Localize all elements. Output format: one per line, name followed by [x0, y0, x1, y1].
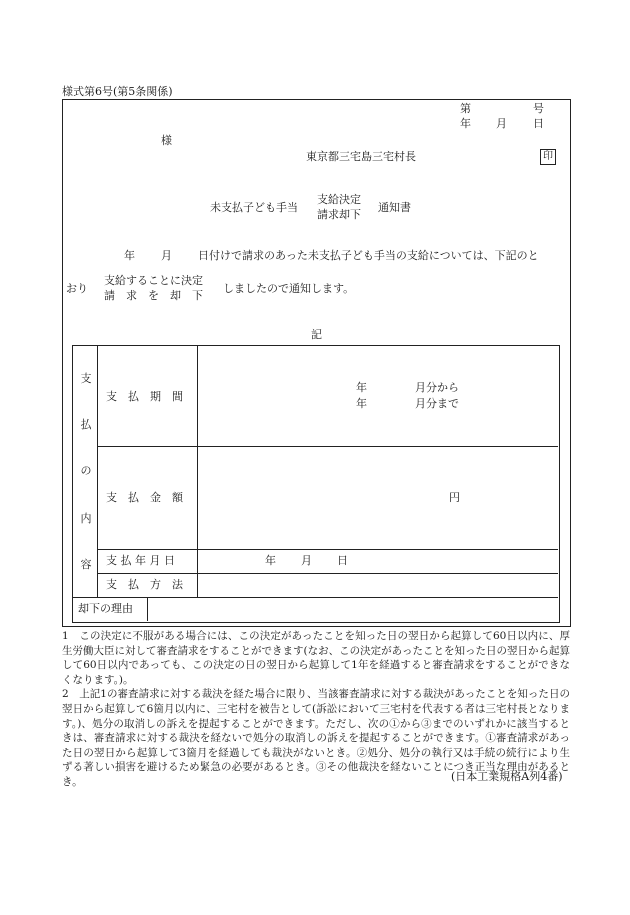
body-line2-prefix: おり	[66, 282, 88, 295]
body-line1: 日付けで請求のあった未支払子ども手当の支給については、下記のと	[198, 249, 539, 262]
period-label: 支 払 期 間	[106, 390, 183, 403]
title-option-rejection: 請求却下	[317, 208, 361, 221]
payment-date-nen: 年	[265, 554, 276, 567]
body-nen: 年	[124, 249, 135, 262]
payment-method-label: 支 払 方 法	[106, 578, 183, 591]
date-tsuki: 月	[496, 117, 507, 130]
period-to-nen: 年	[356, 397, 367, 410]
body-line2-suffix: しましたので通知します。	[223, 282, 355, 295]
body-option-rejection: 請 求 を 却 下	[104, 289, 203, 302]
date-hi: 日	[533, 117, 544, 130]
table-rule-date	[97, 573, 558, 574]
title-main: 未支払子ども手当	[210, 201, 298, 214]
side-label-char: 内	[80, 512, 92, 525]
table-rule-period	[97, 446, 558, 447]
addressee-sama: 様	[161, 134, 172, 147]
ki-heading: 記	[311, 328, 322, 341]
title-suffix: 通知書	[378, 201, 411, 214]
note-item: 1 この決定に不服がある場合には、この決定があったことを知った日の翌日から起算して60日以内に、厚生労働大臣に対して審査請求をすることができます(なお、この決定があったことを知った日の翌日から起算して60日以内であっても、この決定の日の翌日から起算して1年を経過すると審査請求をすることができなくなります。)。	[62, 630, 570, 686]
payment-date-label: 支 払 年 月 日	[106, 554, 175, 567]
issuer-name: 東京都三宅島三宅村長	[306, 150, 416, 163]
period-from: 月分から	[415, 381, 459, 394]
date-nen: 年	[460, 117, 471, 130]
payment-date-hi: 日	[337, 554, 348, 567]
amount-label: 支 払 金 額	[106, 491, 183, 504]
rejection-reason-label: 却下の理由	[78, 602, 133, 615]
form-id: 様式第6号(第5条関係)	[62, 85, 173, 98]
period-from-nen: 年	[356, 381, 367, 394]
body-option-decision: 支給することに決定	[104, 274, 203, 287]
period-to: 月分まで	[415, 397, 459, 410]
table-divider-rejection	[147, 597, 148, 621]
table-rule-amount	[97, 549, 558, 550]
table-rule-method	[72, 597, 558, 598]
side-label-char: 払	[80, 418, 92, 431]
side-label-char: 支	[80, 372, 92, 385]
table-divider-side	[97, 345, 98, 597]
number-go: 号	[533, 102, 544, 115]
seal-mark: 印	[540, 149, 556, 165]
body-tsuki: 月	[161, 249, 172, 262]
footer-standard: (日本工業規格A列4番)	[451, 770, 563, 783]
note-item: 2 上記1の審査請求に対する裁決を経た場合に限り、当該審査請求に対する裁決があったことを知った日の翌日から起算して6箇月以内に、三宅村を被告として(訴訟において三宅村を代表する者は三宅村長となります。)、処分の取消しの訴えを提起することができます。ただし、次の①から③までのいずれかに該当するときは、審査請求に対する裁決を経ないで処分の取消しの訴えを提起することができます。①審査請求があった日の翌日から起算して3箇月を経過しても裁決がないとき。②処分、処分の執行又は手続の続行により生ずる著しい損害を避けるため緊急の必要があるとき。③その他裁決を経ないことにつき正当な理由があるとき。	[62, 688, 570, 788]
amount-unit: 円	[449, 491, 460, 504]
table-divider-label	[197, 345, 198, 597]
side-label-char: の	[80, 464, 92, 477]
notes-section	[62, 629, 570, 790]
title-option-decision: 支給決定	[317, 193, 361, 206]
payment-date-tsuki: 月	[301, 554, 312, 567]
side-label-char: 容	[80, 558, 92, 571]
number-dai: 第	[460, 102, 471, 115]
